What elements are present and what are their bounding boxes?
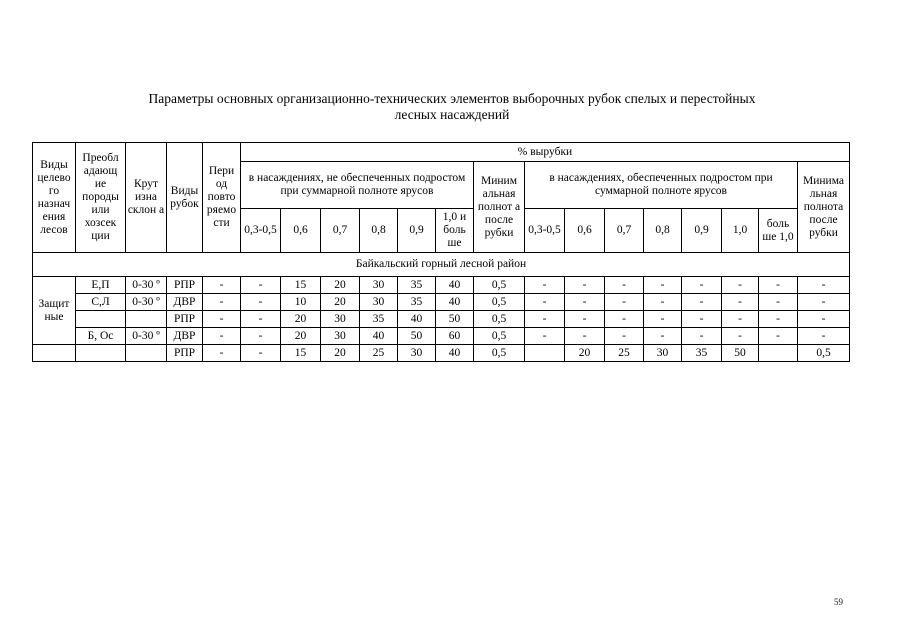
region-row: Байкальский горный лесной район <box>33 253 850 277</box>
density-2: 1,0 <box>722 209 759 253</box>
slope-cell: 0-30 º <box>126 277 167 294</box>
value-cell: - <box>759 328 798 345</box>
table-row <box>33 345 850 362</box>
header-min-density-2: Минима льная полнота после рубки <box>798 162 850 253</box>
value-cell: 30 <box>644 345 682 362</box>
value-cell: 35 <box>360 311 398 328</box>
header-forest-types: Виды целево го назнач ения лесов <box>33 143 76 253</box>
document-title <box>40 91 864 123</box>
species-cell: С,Л <box>76 294 126 311</box>
cut-type-cell: РПР <box>167 277 203 294</box>
value-cell: - <box>682 311 722 328</box>
value-cell: - <box>759 294 798 311</box>
header-not-provided: в насаждениях, не обеспеченных подростом при суммарной полноте ярусов <box>241 162 474 209</box>
density-1: 0,6 <box>281 209 321 253</box>
value-cell: - <box>644 294 682 311</box>
header-percent-cut: % вырубки <box>241 143 850 162</box>
cut-type-cell: РПР <box>167 311 203 328</box>
value-cell: - <box>644 311 682 328</box>
density-1: 0,7 <box>321 209 360 253</box>
density-2: 0,7 <box>605 209 644 253</box>
value-cell: 40 <box>436 345 474 362</box>
value-cell: 50 <box>398 328 436 345</box>
header-cut-types: Виды рубок <box>167 143 203 253</box>
value-cell: - <box>759 311 798 328</box>
min-density-cell: 0,5 <box>474 328 525 345</box>
slope-cell <box>126 311 167 328</box>
min-density-cell: 0,5 <box>474 294 525 311</box>
value-cell: 35 <box>398 294 436 311</box>
density-2: боль ше 1,0 <box>759 209 798 253</box>
value-cell: 40 <box>360 328 398 345</box>
density-2: 0,8 <box>644 209 682 253</box>
table-row <box>33 277 850 294</box>
value-cell: 40 <box>398 311 436 328</box>
species-cell <box>76 311 126 328</box>
value-cell: - <box>722 328 759 345</box>
value-cell: 25 <box>360 345 398 362</box>
value-cell: 35 <box>398 277 436 294</box>
value-cell: - <box>759 277 798 294</box>
value-cell: 20 <box>321 345 360 362</box>
value-cell: 20 <box>321 277 360 294</box>
value-cell: - <box>241 345 281 362</box>
min-density-cell: - <box>798 294 850 311</box>
value-cell: - <box>525 294 565 311</box>
value-cell: 60 <box>436 328 474 345</box>
value-cell: 15 <box>281 277 321 294</box>
value-cell: 50 <box>722 345 759 362</box>
header-slope: Крут изна склон а <box>126 143 167 253</box>
value-cell: 30 <box>360 277 398 294</box>
empty-cell <box>33 345 76 362</box>
value-cell: - <box>565 277 605 294</box>
min-density-cell: 0,5 <box>474 311 525 328</box>
header-provided: в насаждениях, обеспеченных подростом при суммарной полноте ярусов <box>525 162 798 209</box>
table-row <box>33 328 850 345</box>
slope-cell: 0-30 º <box>126 328 167 345</box>
value-cell: - <box>722 311 759 328</box>
value-cell: 30 <box>321 328 360 345</box>
value-cell: - <box>525 328 565 345</box>
value-cell: - <box>605 277 644 294</box>
value-cell: 20 <box>321 294 360 311</box>
value-cell: 35 <box>682 345 722 362</box>
value-cell: 20 <box>281 328 321 345</box>
species-cell: Е,П <box>76 277 126 294</box>
value-cell: - <box>565 294 605 311</box>
value-cell: - <box>722 277 759 294</box>
density-2: 0,6 <box>565 209 605 253</box>
value-cell: - <box>241 277 281 294</box>
min-density-cell: 0,5 <box>798 345 850 362</box>
value-cell: - <box>525 311 565 328</box>
header-period: Пери од повто ряемо сти <box>203 143 241 253</box>
value-cell: - <box>682 277 722 294</box>
slope-cell: 0-30 º <box>126 294 167 311</box>
value-cell: - <box>682 328 722 345</box>
group-label: Защит ные <box>33 277 76 345</box>
value-cell: 30 <box>321 311 360 328</box>
min-density-cell: - <box>798 277 850 294</box>
page-number: 59 <box>834 597 843 607</box>
density-2: 0,9 <box>682 209 722 253</box>
density-2: 0,3-0,5 <box>525 209 565 253</box>
value-cell: 15 <box>281 345 321 362</box>
min-density-cell: 0,5 <box>474 277 525 294</box>
min-density-cell: - <box>798 328 850 345</box>
table-row <box>33 294 850 311</box>
value-cell: - <box>605 311 644 328</box>
value-cell: 30 <box>398 345 436 362</box>
min-density-cell: - <box>798 311 850 328</box>
value-cell: - <box>644 277 682 294</box>
value-cell: 25 <box>605 345 644 362</box>
header-dominant-species: Преобл адающ ие породы или хозсек ции <box>76 143 126 253</box>
period-cell: - <box>203 294 241 311</box>
species-cell: Б, Ос <box>76 328 126 345</box>
table-row <box>33 311 850 328</box>
value-cell: 50 <box>436 311 474 328</box>
value-cell: - <box>605 328 644 345</box>
value-cell: - <box>241 311 281 328</box>
value-cell <box>525 345 565 362</box>
period-cell: - <box>203 311 241 328</box>
value-cell: - <box>565 328 605 345</box>
value-cell: 40 <box>436 277 474 294</box>
slope-cell <box>126 345 167 362</box>
value-cell: - <box>525 277 565 294</box>
value-cell: - <box>605 294 644 311</box>
value-cell: 20 <box>565 345 605 362</box>
min-density-cell: 0,5 <box>474 345 525 362</box>
density-1: 0,3-0,5 <box>241 209 281 253</box>
header-min-density-1: Миним альная полнот а после рубки <box>474 162 525 253</box>
density-1: 0,8 <box>360 209 398 253</box>
value-cell: - <box>682 294 722 311</box>
cut-type-cell: ДВР <box>167 328 203 345</box>
parameters-table <box>32 142 850 362</box>
value-cell <box>759 345 798 362</box>
cut-type-cell: ДВР <box>167 294 203 311</box>
period-cell: - <box>203 345 241 362</box>
value-cell: - <box>565 311 605 328</box>
value-cell: - <box>241 294 281 311</box>
value-cell: 10 <box>281 294 321 311</box>
value-cell: - <box>241 328 281 345</box>
species-cell <box>76 345 126 362</box>
value-cell: 20 <box>281 311 321 328</box>
value-cell: - <box>644 328 682 345</box>
cut-type-cell: РПР <box>167 345 203 362</box>
title-line-2: лесных насаждений <box>394 107 510 122</box>
period-cell: - <box>203 328 241 345</box>
value-cell: 30 <box>360 294 398 311</box>
value-cell: - <box>722 294 759 311</box>
period-cell: - <box>203 277 241 294</box>
value-cell: 40 <box>436 294 474 311</box>
title-line-1: Параметры основных организационно-технических элементов выборочных рубок спелых и перестойных <box>148 91 756 106</box>
density-1: 1,0 и боль ше <box>436 209 474 253</box>
density-1: 0,9 <box>398 209 436 253</box>
